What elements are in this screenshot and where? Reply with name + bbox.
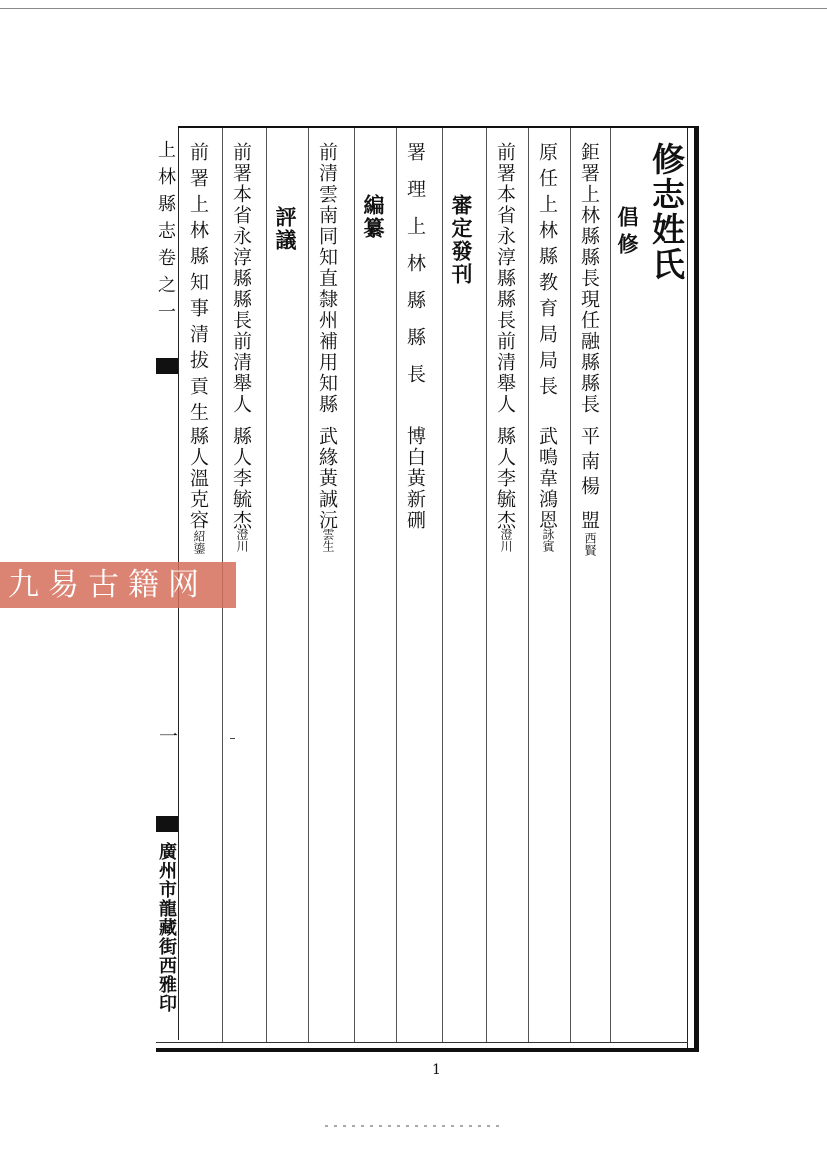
section-heading-pingyi: 評議: [273, 206, 298, 252]
ink-speck: [230, 738, 235, 739]
margin-book-title: 上林縣志卷之一: [155, 140, 176, 329]
entry-title: 前清雲南同知直隸州補用知縣: [316, 142, 338, 415]
scan-specks: [325, 1125, 500, 1127]
page-number: 1: [432, 1062, 441, 1078]
entry-name-note: 澄川: [235, 528, 249, 552]
entry-title: 原任上林縣教育局局長: [536, 142, 558, 402]
column-rule: [396, 128, 397, 1042]
column-rule: [354, 128, 355, 1042]
column-rule: [570, 128, 571, 1042]
entry-name-extra: 盟: [578, 510, 600, 531]
entry-name-note: 紹鎏: [192, 530, 206, 554]
entry-title: 鉅署上林縣縣長現任融縣縣長: [578, 142, 600, 415]
column-rule: [266, 128, 267, 1042]
frame-top-rule: [178, 126, 698, 128]
column-rule: [486, 128, 487, 1042]
entry-name-note: 澄川: [499, 528, 513, 552]
section-heading-bianzuan: 編纂: [361, 194, 386, 240]
column-rule: [308, 128, 309, 1042]
entry-name-note: 詠賓: [541, 528, 555, 552]
frame-bottom-rule: [156, 1048, 698, 1052]
entry-title: 署理上林縣縣長: [404, 142, 426, 401]
margin-fish-tail-upper: [156, 358, 178, 374]
entry-title: 前署本省永淳縣縣長前清舉人: [494, 142, 516, 415]
section-heading-changxiu: 倡修: [615, 206, 640, 260]
watermark-banner: 九易古籍网: [0, 562, 236, 608]
entry-title: 前署上林縣知事清拔貢生: [187, 142, 209, 428]
page-frame: [156, 126, 698, 1052]
margin-fish-tail-lower: [156, 816, 178, 832]
column-rule: [528, 128, 529, 1042]
entry-name: 縣人李毓杰: [494, 426, 516, 531]
entry-name: 博白黃新硎: [404, 426, 426, 531]
page-title: 修志姓氏: [647, 142, 686, 282]
frame-bottom-inner-rule: [156, 1042, 688, 1043]
entry-name: 縣人李毓杰: [230, 426, 252, 531]
entry-name: 武鳴韋鴻恩: [536, 426, 558, 531]
margin-folio-number: 一: [156, 726, 178, 747]
top-border-line: [0, 8, 827, 9]
entry-name: 縣人溫克容: [187, 426, 209, 531]
section-heading-shending: 審定發刊: [449, 194, 474, 286]
column-rule: [442, 128, 443, 1042]
column-rule: [610, 128, 611, 1042]
entry-name-note: 西賢: [583, 532, 597, 556]
entry-name-note: 雲生: [321, 528, 335, 552]
frame-right-inner-border: [687, 128, 688, 1050]
entry-title: 前署本省永淳縣縣長前清舉人: [230, 142, 252, 415]
frame-right-border: [694, 126, 699, 1052]
entry-name: 武緣黃誠沅: [316, 426, 338, 531]
margin-publisher: 廣州市龍藏街西雅印: [156, 842, 177, 1013]
entry-name: 平南楊: [578, 426, 600, 501]
